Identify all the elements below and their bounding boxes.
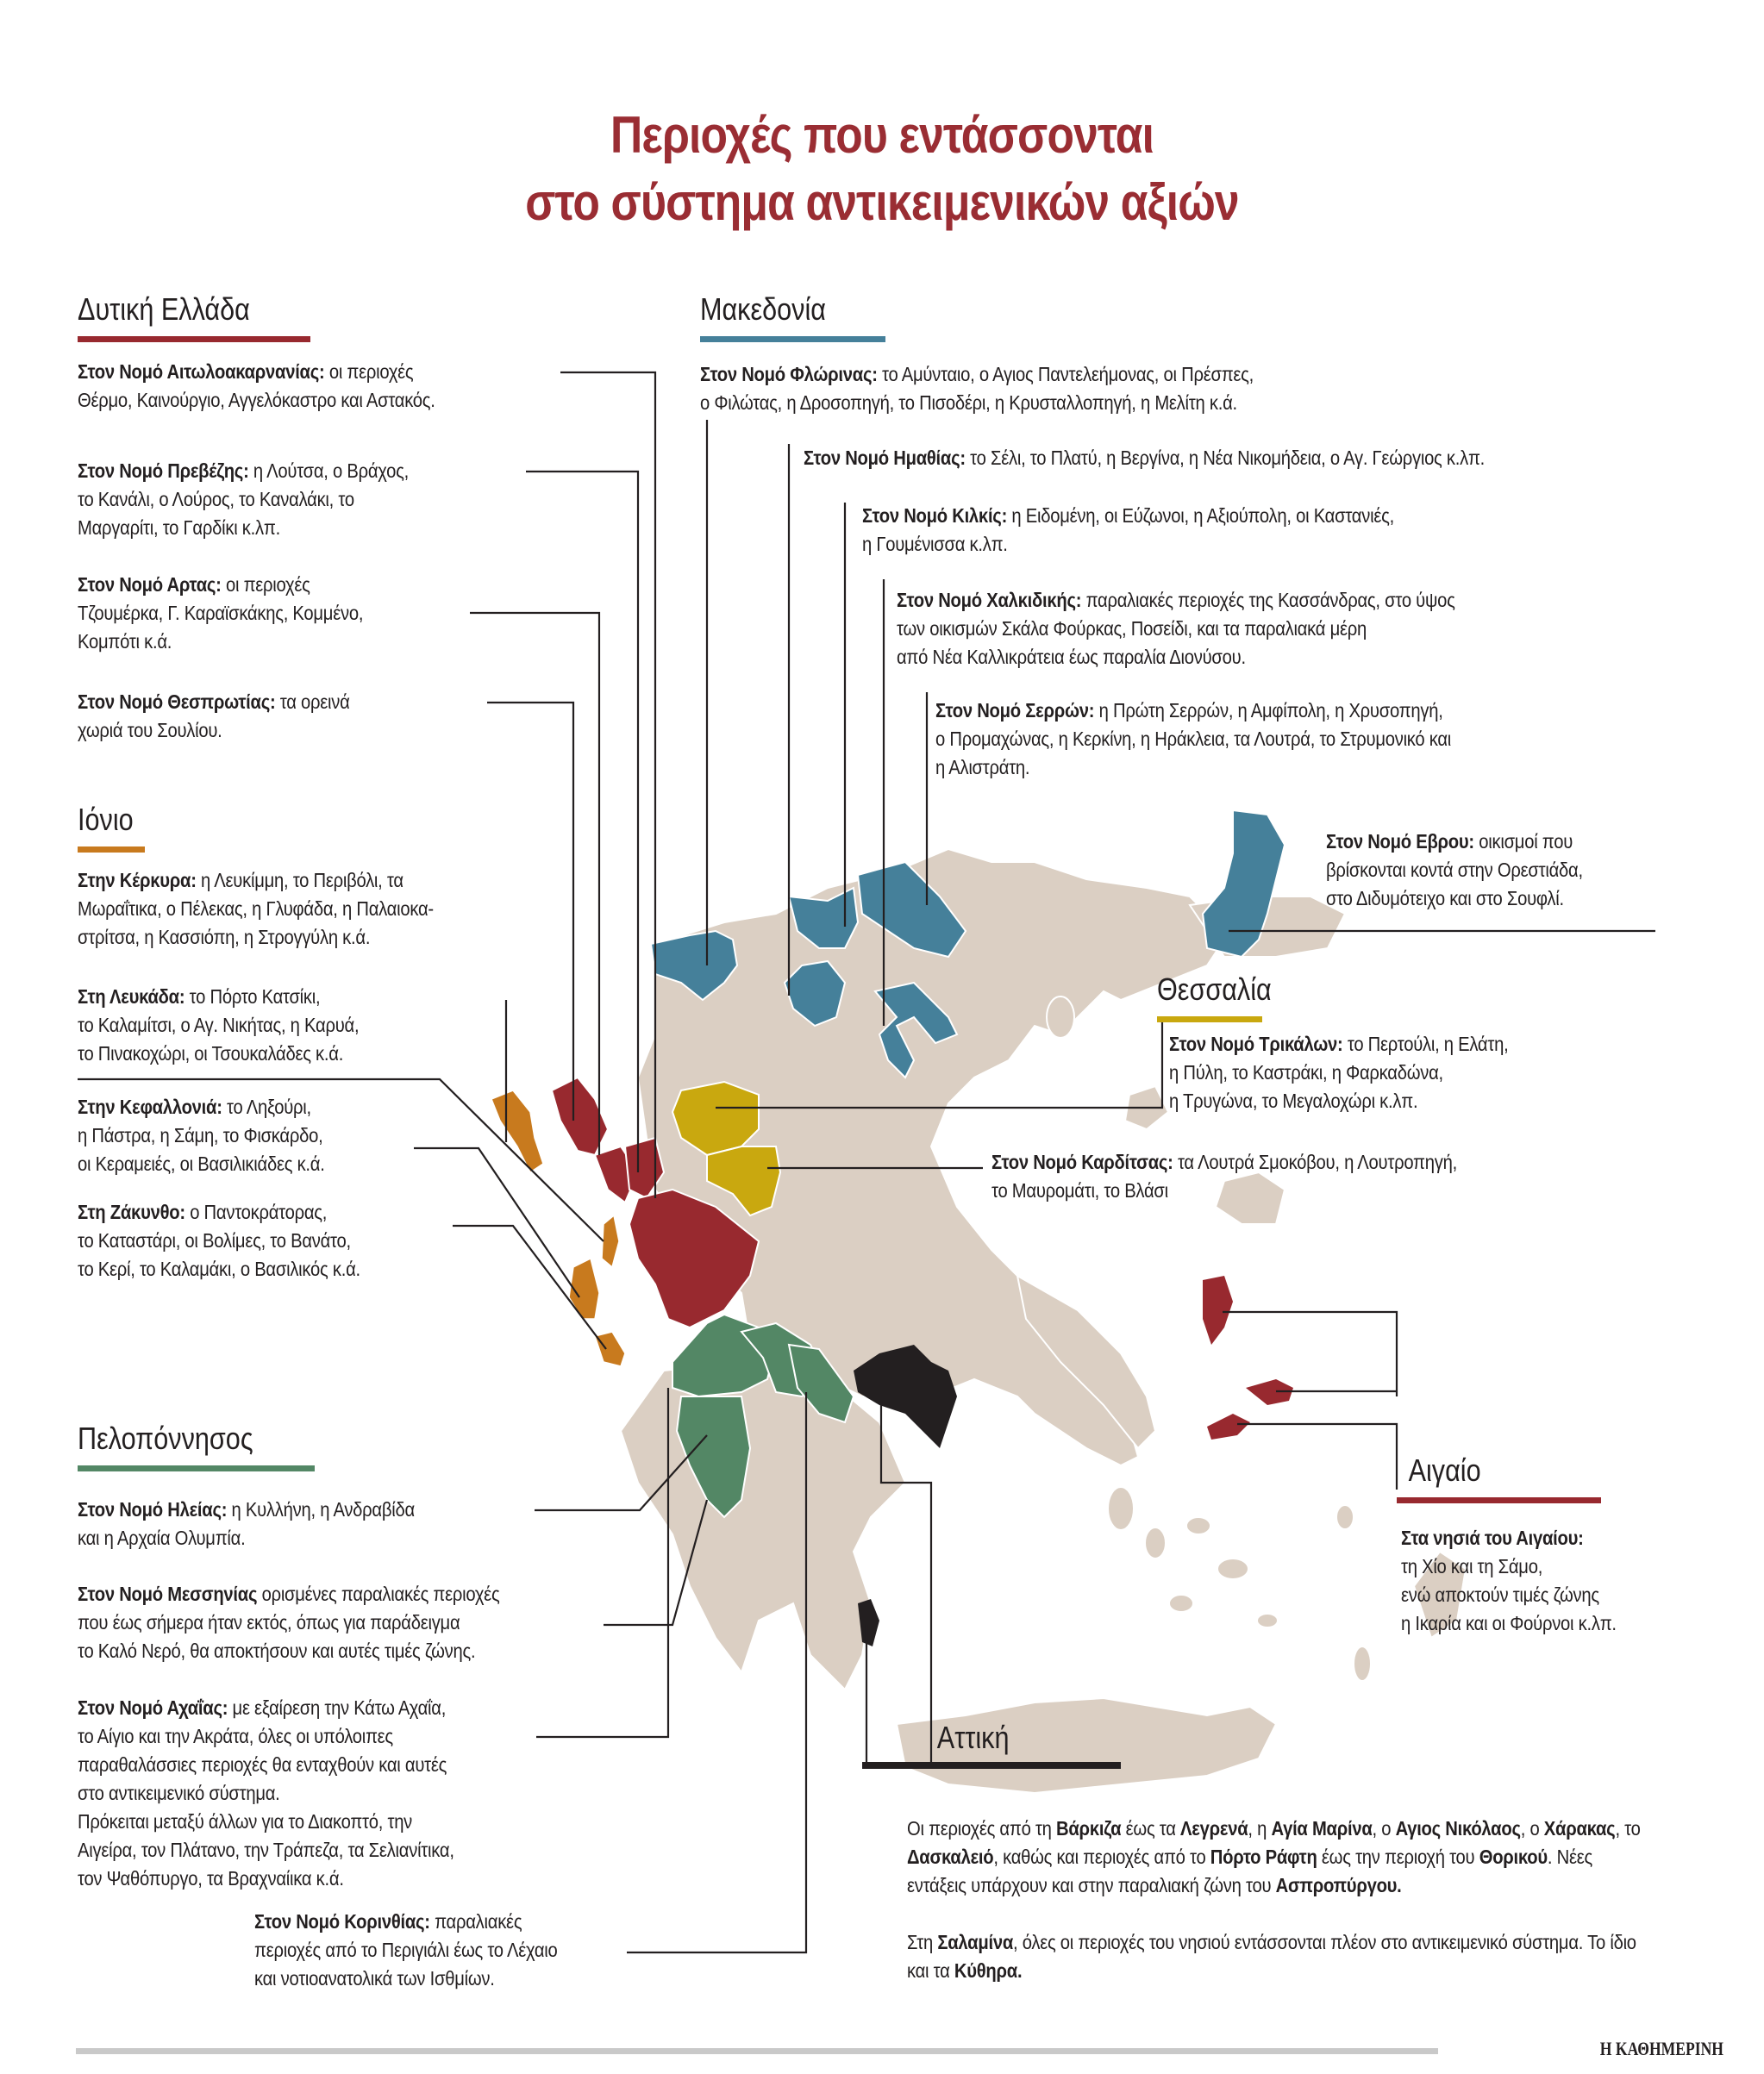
entry-kilkis: Στον Νομό Κιλκίς: η Ειδομένη, οι Εύζωνοι, η Αξιούπολη, οι Καστανιές, η Γουμένισσα κ.λπ.	[862, 504, 1394, 555]
entry-imathia: Στον Νομό Ημαθίας: το Σέλι, το Πλατύ, η Βεργίνα, η Νέα Νικομήδεια, ο Αγ. Γεώργιος κ.λπ.	[804, 447, 1486, 469]
region-heading-peloponnisos	[78, 1421, 315, 1471]
entry-thesprotia: Στον Νομό Θεσπρωτίας: τα ορεινά χωριά του Σουλίου.	[78, 690, 350, 741]
entry-evros: Στον Νομό Εβρου: οικισμοί που βρίσκονται κοντά στην Ορεστιάδα, στο Διδυμότειχο και στο Σουφλί.	[1326, 830, 1583, 909]
attiki-paragraph-2: Στη Σαλαμίνα, όλες οι περιοχές του νησιού εντάσσονται πλέον στο αντικειμενικό σύστημα. Το ίδιο και τα Κύθηρα.	[907, 1931, 1636, 1982]
region-color-bar	[78, 846, 145, 853]
region-name: Αττική	[936, 1720, 1010, 1755]
region-name: Αιγαίο	[1408, 1452, 1481, 1488]
region-heading-aigaio	[1397, 1452, 1601, 1503]
title-line-1: Περιοχές που εντάσσονται	[610, 106, 1154, 164]
entry-serres: Στον Νομό Σερρών: η Πρώτη Σερρών, η Αμφίπολη, η Χρυσοπηγή, ο Προμαχώνας, η Κερκίνη, η Ηράκλεια, τα Λουτρά, το Στρυμονικό και η Αλιστράτη.	[935, 699, 1452, 778]
entry-messinia: Στον Νομό Μεσσηνίας ορισμένες παραλιακές περιοχές που έως σήμερα ήταν εκτός, όπως για παράδειγμα το Καλό Νερό, θα αποκτήσουν και αυτές τιμές ζώνης.	[78, 1583, 500, 1662]
region-color-bar	[1157, 1016, 1262, 1022]
attiki-bar	[862, 1762, 1121, 1769]
entry-kerkyra: Στην Κέρκυρα: η Λευκίμμη, το Περιβόλι, τα Μωραΐτικα, ο Πέλεκας, η Γλυφάδα, η Παλαιοκα- στρίτσα, η Κασσιόπη, η Στρογγύλη κ.ά.	[78, 869, 434, 948]
entry-ilia: Στον Νομό Ηλείας: η Κυλλήνη, η Ανδραβίδα και η Αρχαία Ολυμπία.	[78, 1498, 415, 1549]
region-color-bar	[700, 336, 885, 342]
region-name: Ιόνιο	[78, 802, 134, 837]
region-heading-ionio	[78, 802, 145, 853]
region-name: Μακεδονία	[700, 291, 826, 327]
entry-achaia: Στον Νομό Αχαΐας: με εξαίρεση την Κάτω Αχαΐα, το Αίγιο και την Ακράτα, όλες οι υπόλοιπες παραθαλάσσιες περιοχές θα ενταχθούν και αυτές στο αντικειμενικό σύστημα. Πρόκειται μεταξύ άλλων για το Διακοπτό, την Αιγείρα, τον Πλάτανο, την Τράπεζα, τα Σελιανίτικα, τον Ψαθόπυργο, τα Βραχναίικα κ.ά.	[78, 1696, 454, 1890]
region-name: Δυτική Ελλάδα	[78, 291, 250, 327]
aigaio-islands	[1203, 1276, 1293, 1440]
entry-karditsa: Στον Νομό Καρδίτσας: τα Λουτρά Σμοκόβου, η Λουτροπηγή, το Μαυρομάτι, το Βλάσι	[991, 1151, 1457, 1202]
land-base	[621, 849, 1466, 1793]
region-heading-dytiki-ellada	[78, 291, 310, 342]
entry-lefkada: Στη Λευκάδα: το Πόρτο Κατσίκι, το Καλαμίτσι, ο Αγ. Νικήτας, η Καρυά, το Πινακοχώρι, οι Τσουκαλάδες κ.ά.	[78, 985, 360, 1065]
corfu-island	[491, 1090, 543, 1172]
zakynthos-island	[595, 1332, 625, 1366]
entry-arta: Στον Νομό Αρτας: οι περιοχές Τζουμέρκα, Γ. Καραϊσκάκης, Κομμένο, Κομπότι κ.ά.	[78, 573, 364, 653]
entry-aitoloakarnania: Στον Νομό Αιτωλοακαρνανίας: οι περιοχές Θέρμο, Καινούργιο, Αγγελόκαστρο και Αστακός.	[78, 360, 435, 411]
entry-aigaio-islands: Στα νησιά του Αιγαίου: τη Χίο και τη Σάμο, ενώ αποκτούν τιμές ζώνης η Ικαρία και οι Φούρνοι κ.λπ.	[1401, 1527, 1617, 1634]
region-color-bar	[1397, 1497, 1601, 1503]
region-name: Θεσσαλία	[1157, 971, 1272, 1007]
footer-rule	[76, 2048, 1438, 2054]
chios-island	[1203, 1276, 1233, 1345]
region-heading-makedonia	[700, 291, 885, 342]
entry-attiki	[907, 1815, 1648, 1985]
ikaria-island	[1207, 1414, 1250, 1440]
title-line-2: στο σύστημα αντικειμενικών αξιών	[525, 173, 1239, 231]
region-heading-attiki	[931, 1720, 1023, 1756]
entry-zakynthos: Στη Ζάκυνθο: ο Παντοκράτορας, το Καταστάρι, οι Βολίμες, το Βανάτο, το Κερί, το Καλαμάκι, ο Βασιλικός κ.ά.	[78, 1201, 360, 1280]
lefkada-island	[602, 1215, 619, 1267]
entry-korinthia: Στον Νομό Κορινθίας: παραλιακές περιοχές από το Περιγιάλι έως το Λέχαιο και νοτιοανατολικά των Ισθμίων.	[254, 1910, 558, 1990]
region-heading-thessalia	[1157, 971, 1292, 1022]
entry-florina: Στον Νομό Φλώρινας: το Αμύνταιο, ο Αγιος Παντελεήμονας, οι Πρέσπες, ο Φιλώτας, η Δροσοπηγή, το Πισοδέρι, η Κρυσταλλοπηγή, η Μελίτη κ.ά.	[700, 363, 1254, 414]
attiki-paragraph-1: Οι περιοχές από τη Βάρκιζα έως τα Λεγρενά, η Αγία Μαρίνα, ο Αγιος Νικόλαος, ο Χάρακας, το Δασκαλειό, καθώς και περιοχές από το Πόρτο Ράφτη έως την περιοχή του Θορικού. Νέες εντάξεις υπάρχουν και στην παραλιακή ζώνη του Ασπροπύργου.	[907, 1817, 1641, 1896]
entry-chalkidiki: Στον Νομό Χαλκιδικής: παραλιακές περιοχές της Κασσάνδρας, στο ύψος των οικισμών Σκάλα Φούρκας, Ποσείδι, και τα παραλιακά μέρη από Νέα Καλλικράτεια έως παραλία Διονύσου.	[897, 589, 1455, 668]
region-name: Πελοπόννησος	[78, 1421, 253, 1456]
entry-kefalonia: Στην Κεφαλλονιά: το Ληξούρι, η Πάστρα, η Σάμη, το Φισκάρδο, οι Κεραμειές, οι Βασιλικιάδες κ.ά.	[78, 1096, 325, 1175]
entry-trikala: Στον Νομό Τρικάλων: το Περτούλι, η Ελάτη, η Πύλη, το Καστράκι, η Φαρκαδώνα, η Τρυγώνα, το Μεγαλοχώρι κ.λπ.	[1169, 1033, 1509, 1112]
region-color-bar	[78, 336, 310, 342]
entry-preveza: Στον Νομό Πρεβέζης: η Λούτσα, ο Βράχος, το Κανάλι, ο Λούρος, το Καναλάκι, το Μαργαρίτι, το Γαρδίκι κ.λπ.	[78, 459, 409, 539]
region-color-bar	[78, 1465, 315, 1471]
publisher-credit: Η ΚΑΘΗΜΕΡΙΝΗ	[1599, 2038, 1723, 2059]
